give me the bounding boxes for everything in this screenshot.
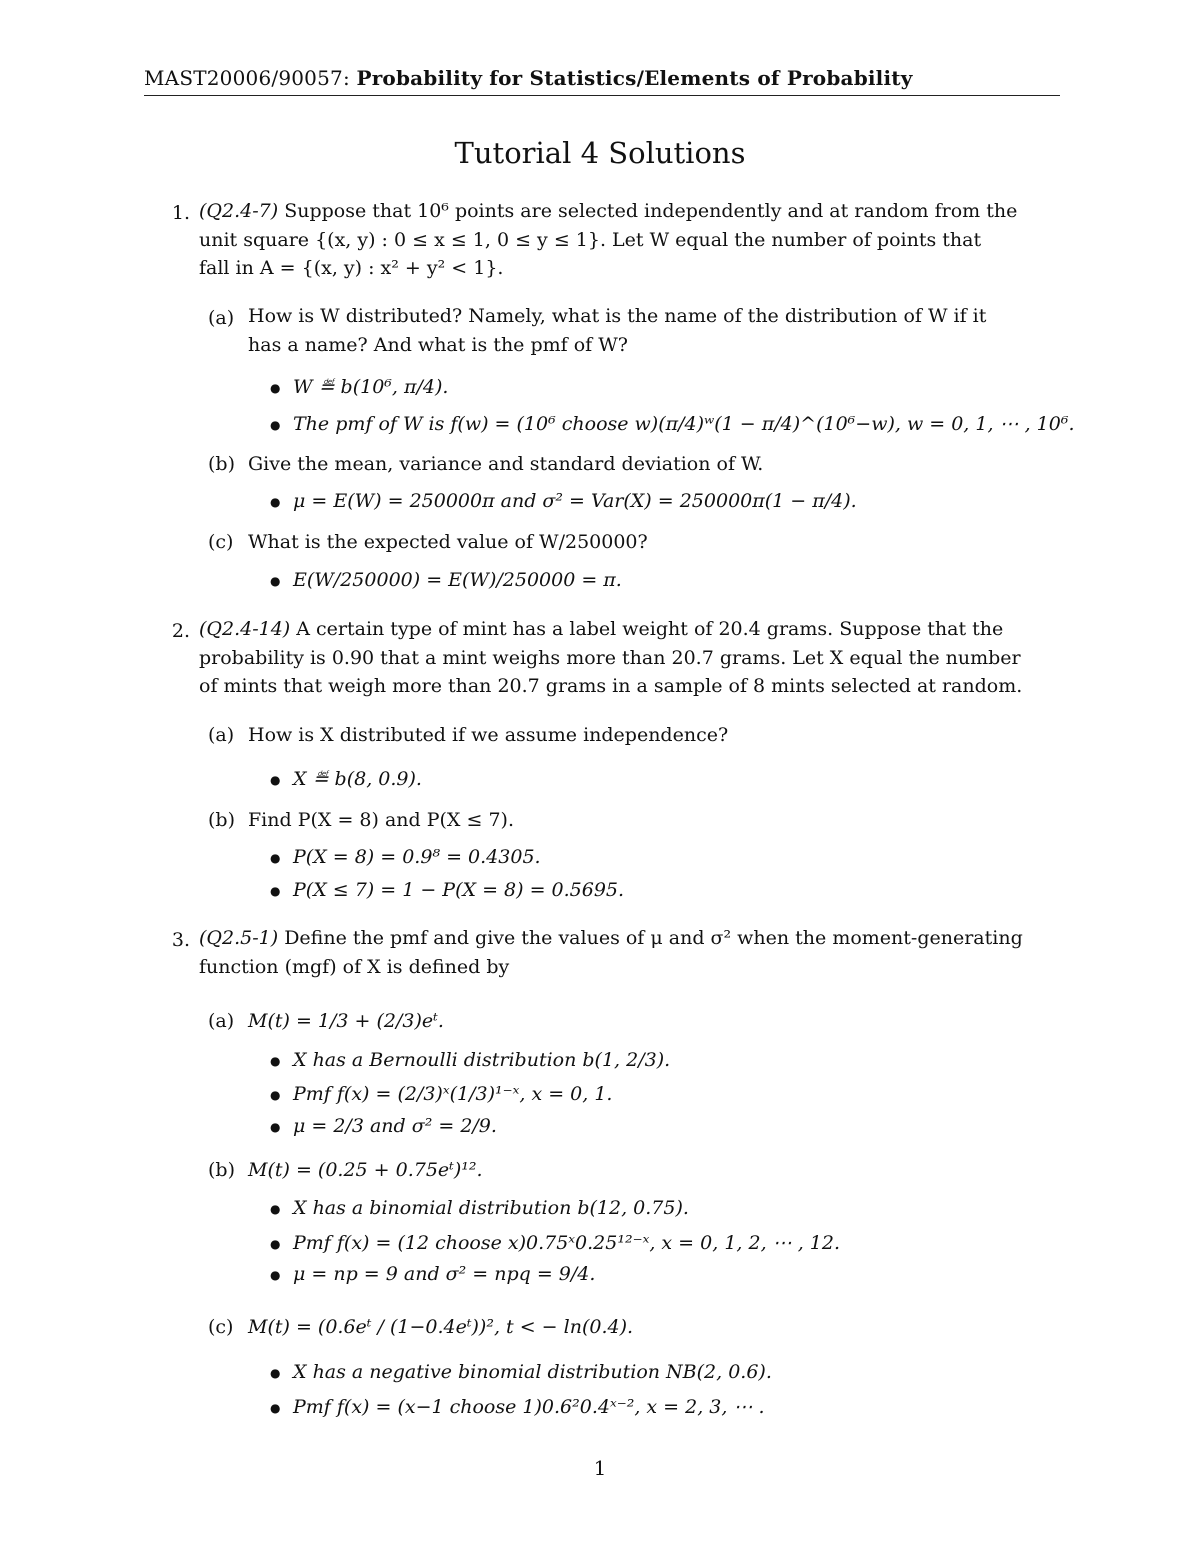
- bullet-item: Pmf f(x) = (2/3)ˣ(1/3)¹⁻ˣ, x = 0, 1.: [293, 1083, 613, 1105]
- part-line: How is W distributed? Namely, what is the name of the distribution of W if it: [248, 305, 987, 327]
- bullet-icon: ●: [270, 1088, 281, 1102]
- question-number: 2.: [171, 620, 190, 642]
- part-line: Give the mean, variance and standard deviation of W.: [248, 453, 764, 475]
- bullet-icon: ●: [270, 1401, 281, 1415]
- bullet-icon: ●: [270, 381, 281, 395]
- bullet-icon: ●: [270, 1268, 281, 1282]
- part-line: What is the expected value of W/250000?: [248, 531, 648, 553]
- part-text: [248, 302, 1060, 359]
- part-label: (b): [208, 1159, 235, 1181]
- part-line: Find P(X = 8) and P(X ≤ 7).: [248, 809, 514, 831]
- bullet-icon: ●: [270, 574, 281, 588]
- part-label: (b): [208, 453, 235, 475]
- bullet-icon: ●: [270, 1366, 281, 1380]
- bullet-icon: ●: [270, 1120, 281, 1134]
- bullet-item: μ = 2/3 and σ² = 2/9.: [293, 1115, 497, 1137]
- bullet-icon: ●: [270, 851, 281, 865]
- bullet-icon: ●: [270, 1202, 281, 1216]
- page-number: 1: [593, 1456, 607, 1480]
- question-line: fall in A = {(x, y) : x² + y² < 1}.: [199, 257, 504, 279]
- bullet-item: E(W/250000) = E(W)/250000 = π.: [293, 569, 622, 591]
- part-line: M(t) = 1/3 + (2/3)eᵗ.: [248, 1010, 444, 1032]
- question-line: of mints that weigh more than 20.7 grams in a sample of 8 mints selected at random.: [199, 675, 1023, 697]
- part-line: M(t) = (0.25 + 0.75eᵗ)¹².: [248, 1159, 483, 1181]
- question-line: Suppose that 10⁶ points are selected independently and at random from the: [284, 200, 1018, 222]
- question-number: 1.: [171, 202, 190, 224]
- bullet-item: W ≝ b(10⁶, π/4).: [293, 376, 449, 398]
- part-line: M(t) = (0.6eᵗ / (1−0.4eᵗ))², t < − ln(0.4).: [248, 1316, 634, 1338]
- question-number: 3.: [171, 929, 190, 951]
- bullet-item: X has a binomial distribution b(12, 0.75).: [293, 1197, 689, 1219]
- course-title: Probability for Statistics/Elements of Probability: [356, 66, 913, 90]
- part-line: How is X distributed if we assume independence?: [248, 724, 729, 746]
- bullet-item: X has a negative binomial distribution NB(2, 0.6).: [293, 1361, 772, 1383]
- question-line: function (mgf) of X is defined by: [199, 955, 510, 978]
- running-header: [144, 66, 1060, 96]
- question-ref: (Q2.5-1): [199, 927, 279, 949]
- part-label: (c): [208, 531, 234, 553]
- bullet-item: P(X ≤ 7) = 1 − P(X = 8) = 0.5695.: [293, 879, 625, 901]
- bullet-icon: ●: [270, 495, 281, 509]
- question-text: [199, 924, 1059, 981]
- bullet-item: Pmf f(x) = (x−1 choose 1)0.6²0.4ˣ⁻², x = 2, 3, ⋯ .: [293, 1396, 765, 1418]
- question-ref: (Q2.4-14): [199, 618, 291, 640]
- page-title: Tutorial 4 Solutions: [454, 136, 746, 170]
- question-text: [199, 197, 1059, 283]
- bullet-item: μ = E(W) = 250000π and σ² = Var(X) = 250000π(1 − π/4).: [293, 490, 857, 512]
- part-label: (a): [208, 724, 235, 746]
- question-line: unit square {(x, y) : 0 ≤ x ≤ 1, 0 ≤ y ≤ 1}. Let W equal the number of points that: [199, 228, 982, 251]
- question-line: probability is 0.90 that a mint weighs more than 20.7 grams. Let X equal the number: [199, 646, 1021, 669]
- part-label: (a): [208, 307, 235, 329]
- bullet-icon: ●: [270, 1054, 281, 1068]
- question-ref: (Q2.4-7): [199, 200, 279, 222]
- bullet-icon: ●: [270, 773, 281, 787]
- bullet-item: X ≝ b(8, 0.9).: [293, 768, 422, 790]
- part-line: has a name? And what is the pmf of W?: [248, 333, 628, 356]
- bullet-item: μ = np = 9 and σ² = npq = 9/4.: [293, 1263, 596, 1285]
- bullet-icon: ●: [270, 1237, 281, 1251]
- question-text: [199, 615, 1059, 701]
- bullet-item: X has a Bernoulli distribution b(1, 2/3).: [293, 1049, 671, 1071]
- part-label: (b): [208, 809, 235, 831]
- bullet-item: P(X = 8) = 0.9⁸ = 0.4305.: [293, 846, 541, 868]
- bullet-item: Pmf f(x) = (12 choose x)0.75ˣ0.25¹²⁻ˣ, x = 0, 1, 2, ⋯ , 12.: [293, 1232, 840, 1254]
- course-code: MAST20006/90057:: [144, 66, 350, 90]
- part-label: (a): [208, 1010, 235, 1032]
- part-label: (c): [208, 1316, 234, 1338]
- bullet-icon: ●: [270, 418, 281, 432]
- question-line: Define the pmf and give the values of μ and σ² when the moment-generating: [284, 927, 1023, 949]
- question-line: A certain type of mint has a label weight of 20.4 grams. Suppose that the: [296, 618, 1004, 640]
- bullet-item: The pmf of W is f(w) = (10⁶ choose w)(π/4)ʷ(1 − π/4)^(10⁶−w), w = 0, 1, ⋯ , 10⁶.: [293, 413, 1075, 435]
- bullet-icon: ●: [270, 884, 281, 898]
